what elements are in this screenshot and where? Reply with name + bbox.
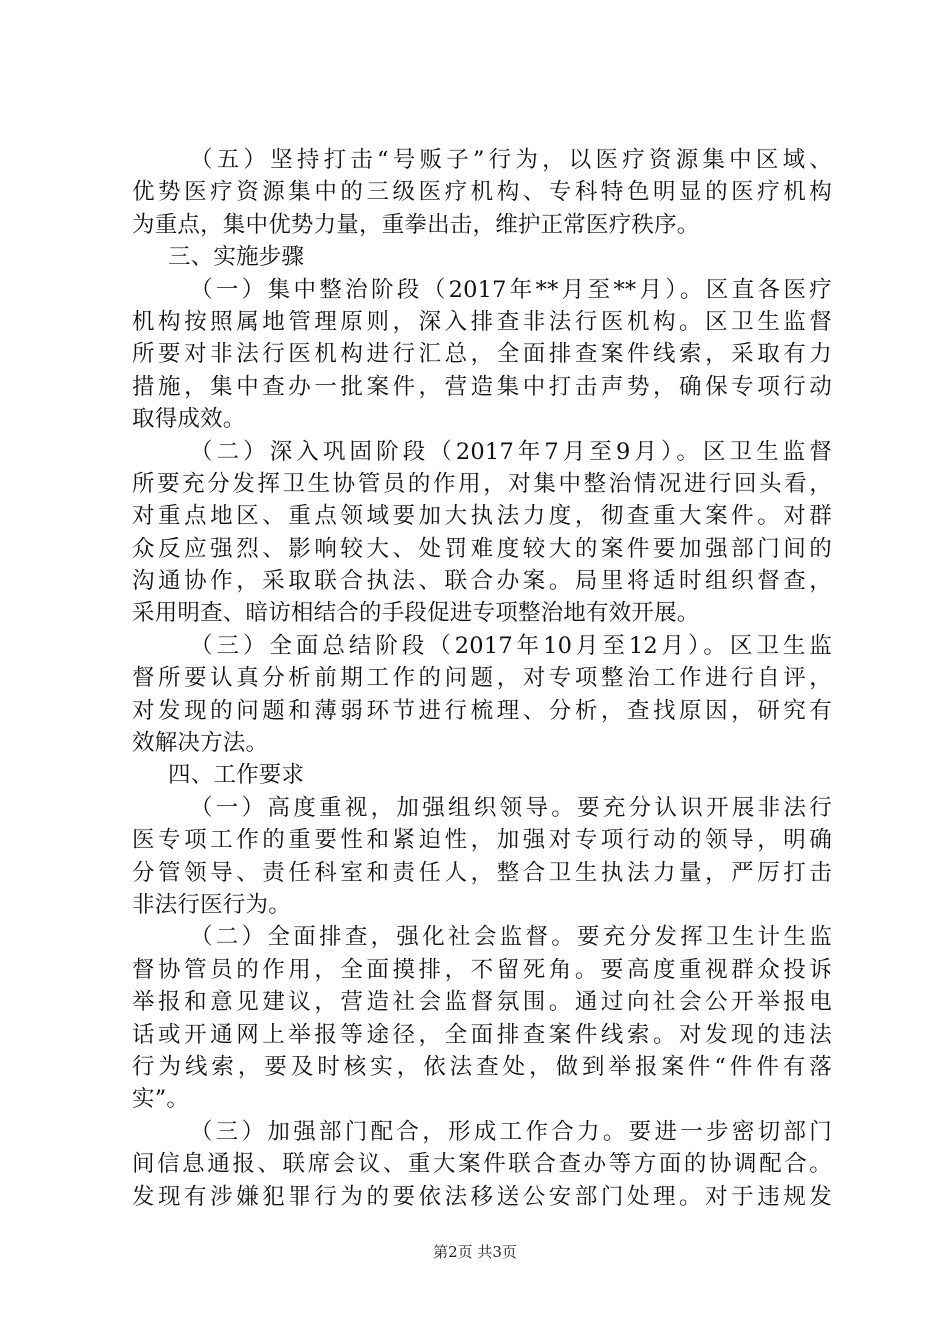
paragraph-line: 众反应强烈、影响较大、处罚难度较大的案件要加强部门间的 <box>132 535 832 562</box>
paragraph-line: 所要对非法行医机构进行汇总，全面排查案件线索，采取有力 <box>132 341 832 368</box>
paragraph-line: 行为线索，要及时核实，依法查处，做到举报案件“件件有落 <box>132 1053 832 1080</box>
paragraph-line: （二）全面排查，强化社会监督。要充分发挥卫生计生监 <box>190 924 832 951</box>
paragraph-line: 实”。 <box>132 1086 190 1113</box>
paragraph-line: （三）加强部门配合，形成工作合力。要进一步密切部门 <box>190 1118 832 1145</box>
paragraph-line: 发现有涉嫌犯罪行为的要依法移送公安部门处理。对于违规发 <box>132 1183 832 1210</box>
paragraph-line: 优势医疗资源集中的三级医疗机构、专科特色明显的医疗机构 <box>132 179 832 206</box>
paragraph-line: 措施，集中查办一批案件，营造集中打击声势，确保专项行动 <box>132 373 832 400</box>
paragraph-line: 间信息通报、联席会议、重大案件联合查办等方面的协调配合。 <box>132 1151 832 1178</box>
paragraph-line: 话或开通网上举报等途径，全面排查案件线索。对发现的违法 <box>132 1021 832 1048</box>
paragraph-line: 举报和意见建议，营造社会监督氛围。通过向社会公开举报电 <box>132 989 832 1016</box>
paragraph-line: （三）全面总结阶段（2017年10月至12月）。区卫生监 <box>190 632 832 659</box>
paragraph-line: 为重点，集中优势力量，重拳出击，维护正常医疗秩序。 <box>132 211 700 238</box>
paragraph-line: 取得成效。 <box>132 406 246 433</box>
paragraph-line: 机构按照属地管理原则，深入排查非法行医机构。区卫生监督 <box>132 308 832 335</box>
paragraph-line: 督所要认真分析前期工作的问题，对专项整治工作进行自评， <box>132 665 832 692</box>
section-heading: 四、工作要求 <box>168 762 305 789</box>
paragraph-line: （五）坚持打击“号贩子”行为，以医疗资源集中区域、 <box>190 147 832 173</box>
page-footer <box>0 1242 950 1262</box>
paragraph-line: 医专项工作的重要性和紧迫性，加强对专项行动的领导，明确 <box>132 827 832 854</box>
paragraph-line: 采用明查、暗访相结合的手段促进专项整治地有效开展。 <box>132 600 700 627</box>
document-body <box>132 144 832 1213</box>
paragraph-line: 效解决方法。 <box>132 730 269 757</box>
paragraph-line: 对发现的问题和薄弱环节进行梳理、分析，查找原因，研究有 <box>132 697 832 724</box>
paragraph-line: 对重点地区、重点领域要加大执法力度，彻查重大案件。对群 <box>132 503 832 530</box>
paragraph-line: 督协管员的作用，全面摸排，不留死角。要高度重视群众投诉 <box>132 956 832 983</box>
section-heading: 三、实施步骤 <box>168 244 305 271</box>
paragraph-line: （二）深入巩固阶段（2017年7月至9月）。区卫生监督 <box>190 438 832 465</box>
paragraph-line: （一）集中整治阶段（2017年**月至**月）。区直各医疗 <box>190 276 832 303</box>
paragraph-line: 分管领导、责任科室和责任人，整合卫生执法力量，严厉打击 <box>132 859 832 886</box>
paragraph-line: 沟通协作，采取联合执法、联合办案。局里将适时组织督查， <box>132 568 832 595</box>
paragraph-line: 非法行医行为。 <box>132 891 291 918</box>
paragraph-line: 所要充分发挥卫生协管员的作用，对集中整治情况进行回头看， <box>132 470 832 497</box>
page-number-label: 第2页 共3页 <box>433 1243 517 1261</box>
paragraph-line: （一）高度重视，加强组织领导。要充分认识开展非法行 <box>190 794 832 821</box>
